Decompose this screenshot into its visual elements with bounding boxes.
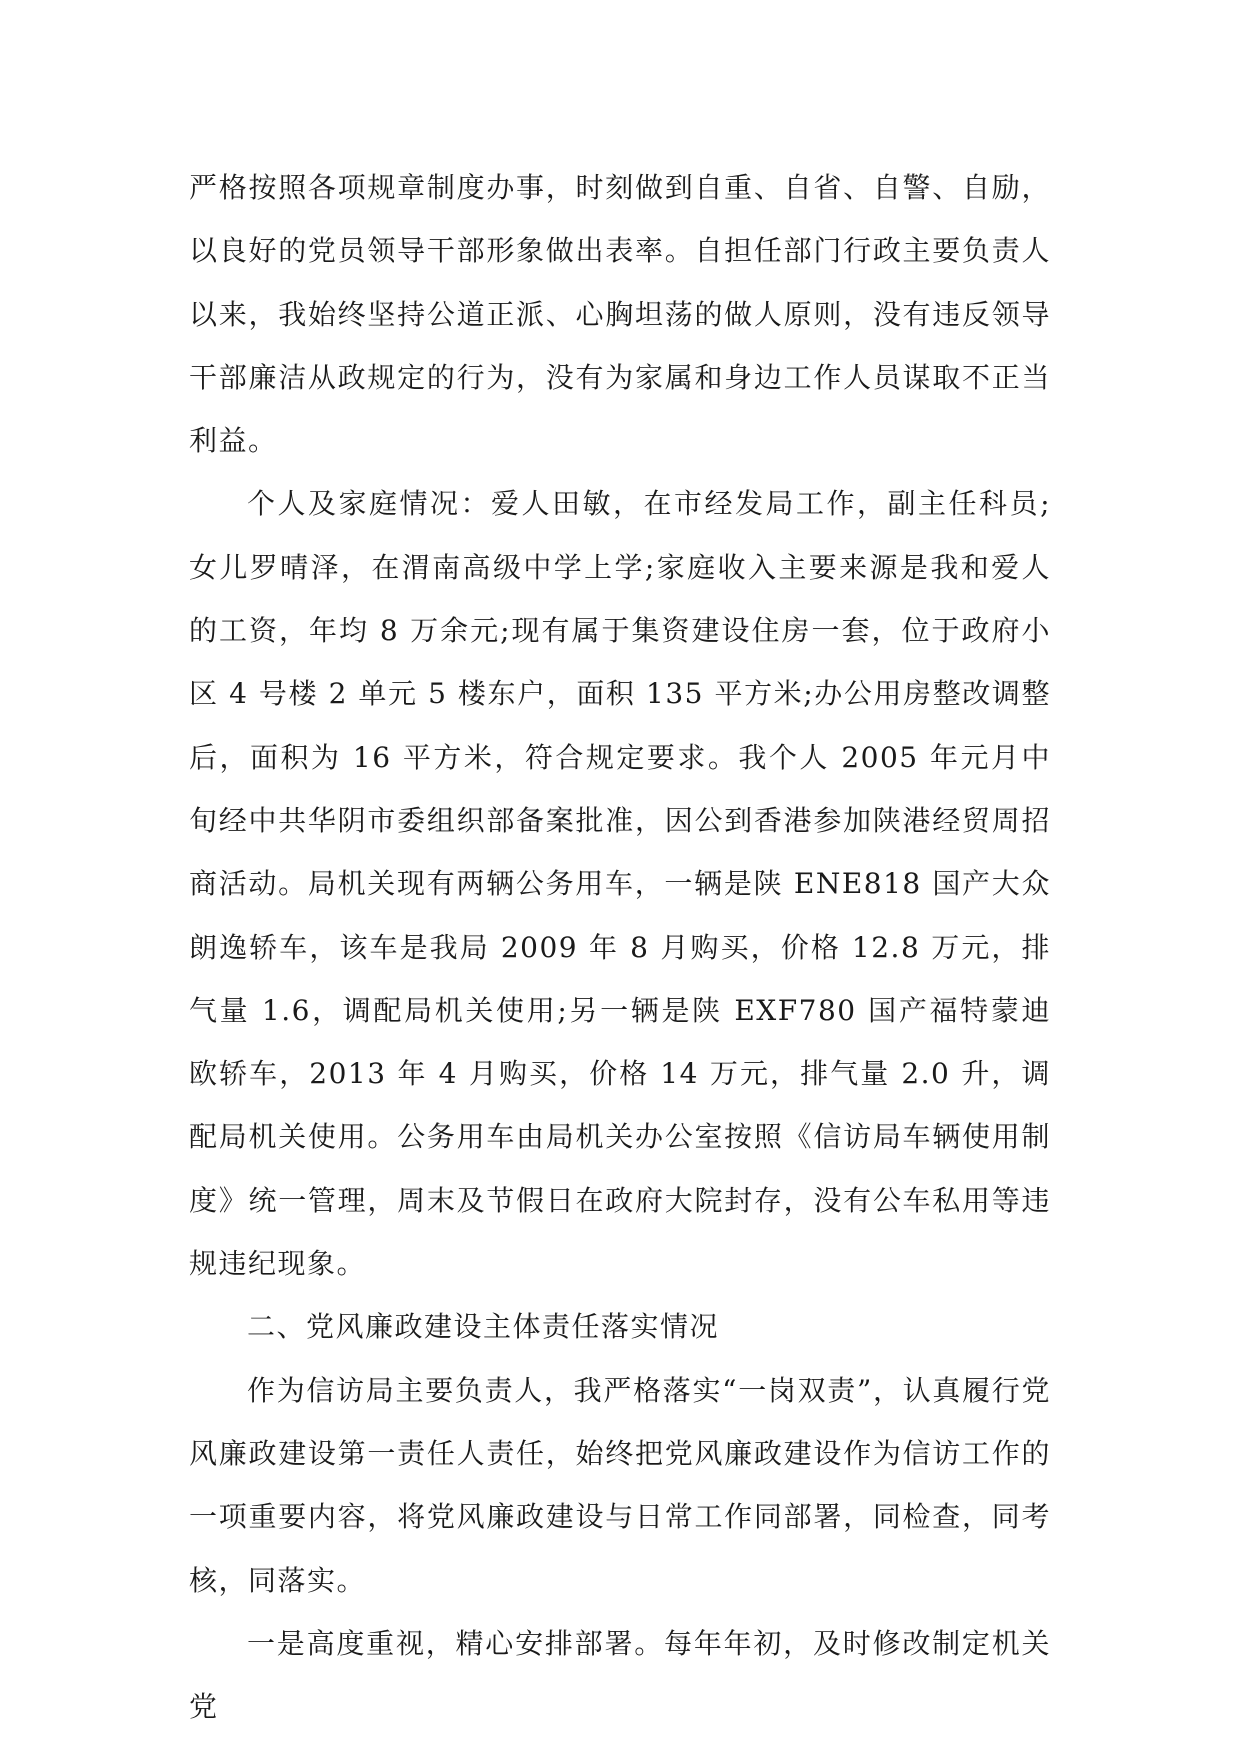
paragraph-responsibility: 作为信访局主要负责人，我严格落实“一岗双责”，认真履行党风廉政建设第一责任人责任，始终把党风廉政建设作为信访工作的一项重要内容，将党风廉政建设与日常工作同部署，同检查，同考核，同落实。 <box>189 1373 1051 1597</box>
paragraph-conduct: 严格按照各项规章制度办事，时刻做到自重、自省、自警、自励，以良好的党员领导干部形象做出表率。自担任部门行政主要负责人以来，我始终坚持公道正派、心胸坦荡的做人原则，没有违反领导干部廉洁从政规定的行为，没有为家属和身边工作人员谋取不正当利益。 <box>189 171 1051 458</box>
paragraph-family-situation: 个人及家庭情况：爱人田敏，在市经发局工作，副主任科员;女儿罗晴泽，在渭南高级中学上学;家庭收入主要来源是我和爱人的工资，年均 8 万余元;现有属于集资建设住房一套，位于政府小区 4 号楼 2 单元 5 楼东户，面积 135 平方米;办公用房整改调整后，面积为 16 平方米，符合规定要求。我个人 2005 年元月中旬经中共华阴市委组织部备案批准，因公到香港参加陕港经贸周招商活动。局机关现有两辆公务用车，一辆是陕 ENE818 国产大众朗逸轿车，该车是我局 2009 年 8 月购买，价格 12.8 万元，排气量 1.6，调配局机关使用;另一辆是陕 EXF780 国产福特蒙迪欧轿车，2013 年 4 月购买，价格 14 万元，排气量 2.0 升，调配局机关使用。公务用车由局机关办公室按照《信访局车辆使用制度》统一管理，周末及节假日在政府大院封存，没有公车私用等违规违纪现象。 <box>189 487 1051 1281</box>
paragraph-first-measure: 一是高度重视，精心安排部署。每年年初，及时修改制定机关党 <box>189 1626 1051 1724</box>
document-body <box>189 156 1051 1738</box>
section-heading-responsibility: 二、党风廉政建设主体责任落实情况 <box>247 1310 720 1344</box>
